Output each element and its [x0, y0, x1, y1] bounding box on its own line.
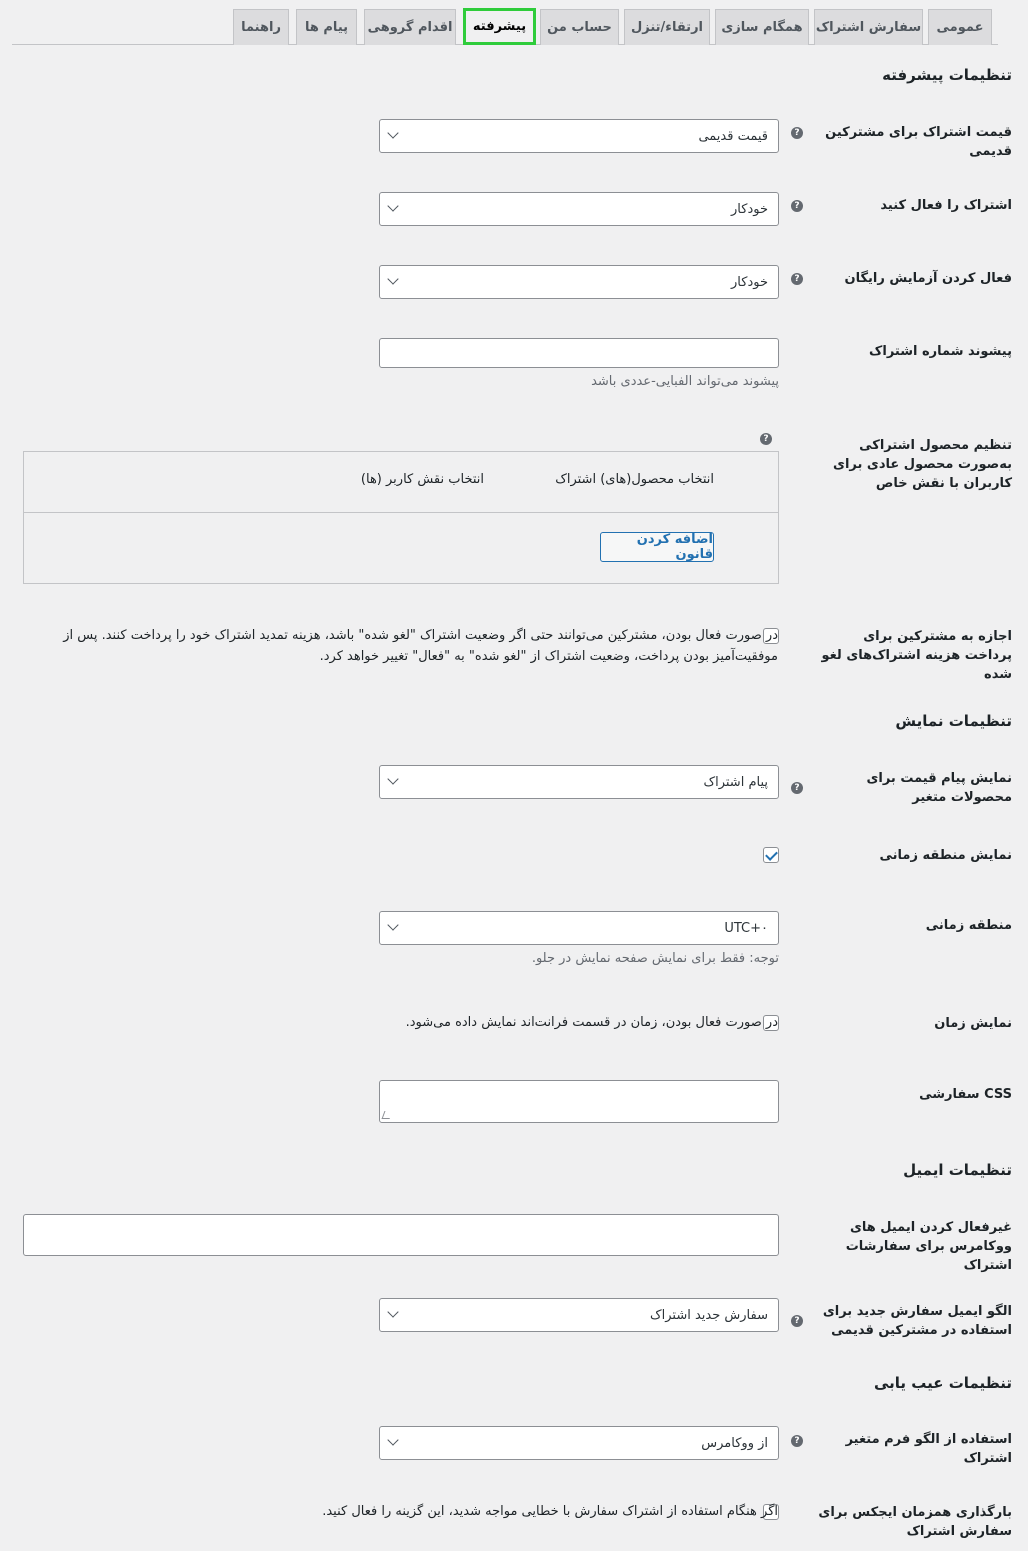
- chevron-down-icon: [387, 273, 398, 284]
- help-icon[interactable]: ?: [791, 273, 803, 285]
- free-trial-label: فعال کردن آزمایش رایگان: [844, 271, 1012, 286]
- tab-my-account[interactable]: حساب من: [540, 9, 619, 45]
- activate-select[interactable]: [379, 192, 779, 226]
- add-rule-button[interactable]: اضافه کردن قانون: [600, 532, 714, 562]
- timezone-label: منطقه زمانی: [925, 918, 1012, 933]
- disable-wc-emails-label: غیرفعال کردن ایمیل های ووکامرس برای سفارشات اشتراک: [845, 1220, 1012, 1273]
- tab-general[interactable]: عمومی: [928, 9, 992, 45]
- help-icon[interactable]: ?: [791, 1435, 803, 1447]
- chevron-down-icon: [387, 200, 398, 211]
- chevron-down-icon: [387, 127, 398, 138]
- column-header-products: انتخاب محصول(های) اشتراک: [555, 472, 714, 487]
- old-price-value: قیمت قدیمی: [698, 128, 768, 144]
- show-time-text: در صورت فعال بودن، زمان در قسمت فرانت‌اند نمایش داده می‌شود.: [405, 1015, 778, 1030]
- chevron-down-icon: [387, 1306, 398, 1317]
- variable-price-label: نمایش پیام قیمت برای محصولات متغیر: [866, 771, 1012, 805]
- old-price-label: قیمت اشتراک برای مشترکین قدیمی: [825, 125, 1012, 159]
- tab-messages[interactable]: پیام ها: [296, 9, 357, 45]
- new-order-email-select[interactable]: [379, 1298, 779, 1332]
- show-timezone-label: نمایش منطقه زمانی: [879, 848, 1012, 863]
- tab-bulk-action[interactable]: اقدام گروهی: [364, 9, 456, 45]
- chevron-down-icon: [387, 919, 398, 930]
- timezone-select[interactable]: [379, 911, 779, 945]
- help-icon[interactable]: ?: [791, 1315, 803, 1327]
- variable-form-value: از ووکامرس: [701, 1435, 768, 1451]
- variable-form-label: استفاده از الگو فرم متغیر اشتراک: [845, 1432, 1012, 1466]
- variable-form-select[interactable]: [379, 1426, 779, 1460]
- column-header-roles: انتخاب نقش کاربر (ها): [360, 472, 484, 487]
- activate-value: خودکار: [731, 201, 768, 217]
- role-rules-label: تنظیم محصول اشتراکی به‌صورت محصول عادی برای کاربران با نقش خاص: [833, 438, 1012, 491]
- old-price-select[interactable]: [379, 119, 779, 153]
- tab-sync[interactable]: همگام سازی: [715, 9, 809, 45]
- cancelled-payment-label: اجازه به مشترکین برای پرداخت هزینه اشتراک‌های لغو شده: [821, 629, 1012, 682]
- section-title-display: تنظیمات نمایش: [895, 712, 1012, 730]
- tab-advanced[interactable]: پیشرفته: [463, 8, 536, 45]
- section-title-email: تنظیمات ایمیل: [903, 1161, 1012, 1179]
- role-rules-table: [23, 451, 779, 584]
- section-title-advanced: تنظیمات پیشرفته: [882, 66, 1012, 84]
- prefix-description: پیشوند می‌تواند الفبایی-عددی باشد: [591, 374, 779, 389]
- show-time-label: نمایش زمان: [934, 1016, 1012, 1031]
- free-trial-select[interactable]: [379, 265, 779, 299]
- help-icon[interactable]: ?: [791, 200, 803, 212]
- help-icon[interactable]: ?: [791, 127, 803, 139]
- cancelled-payment-text-2: موفقیت‌آمیز بودن پرداخت، وضعیت اشتراک از "لغو شده" به "فعال" تغییر خواهد کرد.: [319, 649, 778, 664]
- tab-upgrade-downgrade[interactable]: ارتقاء/تنزل: [624, 9, 710, 45]
- disable-wc-emails-input[interactable]: [23, 1214, 779, 1256]
- tab-subscription-order[interactable]: سفارش اشتراک: [814, 9, 923, 45]
- new-order-email-label: الگو ایمیل سفارش جدید برای استفاده در مشترکین قدیمی: [822, 1304, 1012, 1338]
- prefix-input[interactable]: [379, 338, 779, 368]
- chevron-down-icon: [387, 1434, 398, 1445]
- cancelled-payment-text-1: در صورت فعال بودن، مشترکین می‌توانند حتی اگر وضعیت اشتراک "لغو شده" باشد، هزینه تمدید اشتراک خود را پرداخت کنند. پس از: [63, 628, 778, 643]
- new-order-email-value: سفارش جدید اشتراک: [650, 1307, 768, 1323]
- variable-price-select[interactable]: [379, 765, 779, 799]
- ajax-load-text: اگر هنگام استفاده از اشتراک سفارش با خطایی مواجه شدید، این گزینه را فعال کنید.: [322, 1504, 778, 1519]
- custom-css-textarea[interactable]: [379, 1080, 779, 1123]
- free-trial-value: خودکار: [731, 274, 768, 290]
- timezone-description: توجه: فقط برای نمایش صفحه نمایش در جلو.: [531, 951, 779, 966]
- section-title-debug: تنظیمات عیب یابی: [873, 1374, 1012, 1392]
- help-icon[interactable]: ?: [791, 782, 803, 794]
- help-icon[interactable]: ?: [760, 433, 772, 445]
- ajax-load-label: بارگذاری همزمان ایجکس برای سفارش اشتراک: [818, 1505, 1012, 1539]
- show-timezone-checkbox[interactable]: [763, 847, 779, 863]
- variable-price-value: پیام اشتراک: [703, 774, 768, 790]
- tab-help[interactable]: راهنما: [233, 9, 289, 45]
- divider: [24, 512, 778, 513]
- resize-handle-icon[interactable]: [382, 1111, 393, 1119]
- prefix-label: پیشوند شماره اشتراک: [869, 344, 1012, 359]
- chevron-down-icon: [387, 773, 398, 784]
- activate-label: اشتراک را فعال کنید: [880, 198, 1012, 213]
- timezone-value: UTC+۰: [724, 920, 768, 936]
- custom-css-label: CSS سفارشی: [919, 1087, 1012, 1102]
